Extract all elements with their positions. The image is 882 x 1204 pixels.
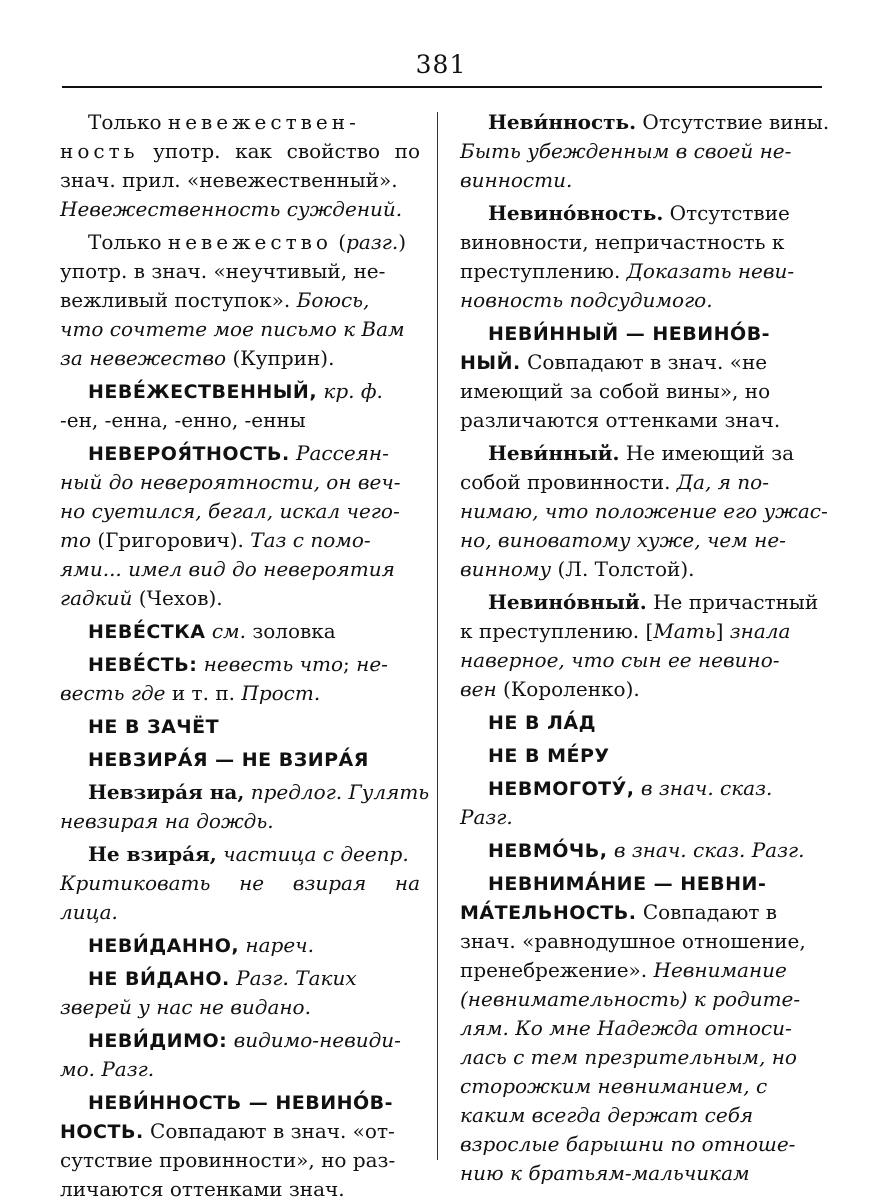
text-line: винности.: [460, 168, 573, 192]
sub-entry: Неви́нный. Не имеющий за: [488, 441, 795, 465]
entry-headword: НЕВЕ́СТКА см. золовка: [88, 619, 336, 643]
text-line: весть где и т. п. Прост.: [60, 681, 321, 705]
entry-headword: НЕВИ́ДАННО, нареч.: [88, 933, 314, 957]
entry-headword: НЕВИ́ННЫЙ — НЕВИНО́В-: [488, 323, 771, 345]
text-line: НЫЙ. Совпадают в знач. «не: [460, 350, 768, 374]
sub-entry: Невзира́я на, предлог. Гулять: [88, 780, 430, 804]
text-line: Только невежествен-: [88, 110, 360, 134]
text-line: -ен, -енна, -енно, -енны: [60, 408, 306, 432]
text-line: Критиковать не взирая на: [60, 871, 420, 895]
text-line: личаются оттенками знач.: [60, 1177, 345, 1201]
text-line: лям. Ко мне Надежда относи-: [460, 1016, 792, 1040]
text-line: вежливый поступок». Боюсь,: [60, 288, 370, 312]
header-rule: [62, 86, 822, 88]
text-line: мо. Разг.: [60, 1057, 155, 1081]
text-line: винному (Л. Толстой).: [460, 557, 695, 581]
text-line: наверное, что сын ее невино-: [460, 648, 780, 672]
entry-headword: НЕВЕ́ЖЕСТВЕННЫЙ, кр. ф.: [88, 379, 383, 403]
text-line: сутствие провинности», но раз-: [60, 1148, 396, 1172]
text-line: за невежество (Куприн).: [60, 346, 335, 370]
text-line: знач. «равнодушное отношение,: [460, 929, 806, 953]
entry-headword: НЕ В ЗАЧЁТ: [88, 716, 220, 738]
text-line: преступлению. Доказать неви-: [460, 259, 795, 283]
text-line: различаются оттенками знач.: [460, 408, 781, 432]
text-line: вен (Короленко).: [460, 677, 640, 701]
text-line: ность употр. как свойство по: [60, 139, 420, 163]
text-line: Только невежество (разг.): [88, 230, 407, 254]
text-line: знач. прил. «невежественный».: [60, 168, 398, 192]
entry-headword: НЕ ВИ́ДАНО. Разг. Таких: [88, 966, 357, 990]
right-column: [460, 108, 830, 1188]
text-line: гадкий (Чехов).: [60, 586, 223, 610]
text-line: нимаю, что положение его ужас-: [460, 499, 828, 523]
column-divider: [437, 112, 438, 1160]
text-line: невзирая на дождь.: [60, 809, 274, 833]
page-number: 381: [415, 50, 467, 79]
text-line: ный до невероятности, он веч-: [60, 470, 401, 494]
entry-headword: НЕВМОГОТУ́, в знач. сказ.: [488, 776, 773, 800]
entry-headword: НЕВЕРОЯ́ТНОСТЬ. Рассеян-: [88, 441, 389, 465]
text-line: взрослые барышни по отноше-: [460, 1132, 796, 1156]
text-line: (невнимательность) к родите-: [460, 987, 801, 1011]
text-line: Быть убежденным в своей не-: [460, 139, 792, 163]
text-line: собой провинности. Да, я по-: [460, 470, 769, 494]
text-line: нию к братьям-мальчикам: [460, 1161, 750, 1185]
text-line: что сочтете мое письмо к Вам: [60, 317, 405, 341]
entry-headword: НЕВИ́ДИМО: видимо-невиди-: [88, 1028, 401, 1052]
left-column: [60, 108, 430, 1204]
text-line: виновности, непричастность к: [460, 230, 785, 254]
entry-headword: НЕВЗИРА́Я — НЕ ВЗИРА́Я: [88, 749, 369, 771]
sub-entry: Не взира́я, частица с деепр.: [88, 842, 409, 866]
text-line: лась с тем презрительным, но: [460, 1045, 797, 1069]
entry-headword: НЕВМО́ЧЬ, в знач. сказ. Разг.: [488, 838, 805, 862]
entry-headword: НЕ В МЕ́РУ: [488, 745, 610, 767]
text-line: имеющий за собой вины», но: [460, 379, 771, 403]
text-line: зверей у нас не видано.: [60, 995, 311, 1019]
entry-headword: НЕВНИМА́НИЕ — НЕВНИ-: [488, 873, 767, 895]
sub-entry: Неви́нность. Отсутствие вины.: [488, 110, 830, 134]
text-line: ями... имел вид до невероятия: [60, 557, 395, 581]
entry-headword: НЕВИ́ННОСТЬ — НЕВИНО́В-: [88, 1092, 394, 1114]
sub-entry: Невино́вный. Не причастный: [488, 590, 819, 614]
text-line: сторожким невниманием, с: [460, 1074, 768, 1098]
text-line: МА́ТЕЛЬНОСТЬ. Совпадают в: [460, 900, 778, 924]
text-line: употр. в знач. «неучтивый, не-: [60, 259, 386, 283]
text-line: каким всегда держат себя: [460, 1103, 754, 1127]
text-line: но суетился, бегал, искал чего-: [60, 499, 400, 523]
text-line: то (Григорович). Таз с помо-: [60, 528, 371, 552]
text-line: пренебрежение». Невнимание: [460, 958, 787, 982]
text-line: но, виноватому хуже, чем не-: [460, 528, 786, 552]
text-line: лица.: [60, 900, 118, 924]
entry-headword: НЕ В ЛА́Д: [488, 712, 596, 734]
text-line: новность подсудимого.: [460, 288, 713, 312]
text-line: к преступлению. [Мать] знала: [460, 619, 791, 643]
entry-headword: НЕВЕ́СТЬ: невесть что; не-: [88, 652, 388, 676]
text-line: Разг.: [460, 805, 513, 829]
sub-entry: Невино́вность. Отсутствие: [488, 201, 790, 225]
text-line: НОСТЬ. Совпадают в знач. «от-: [60, 1119, 395, 1143]
text-line: Невежественность суждений.: [60, 197, 403, 221]
